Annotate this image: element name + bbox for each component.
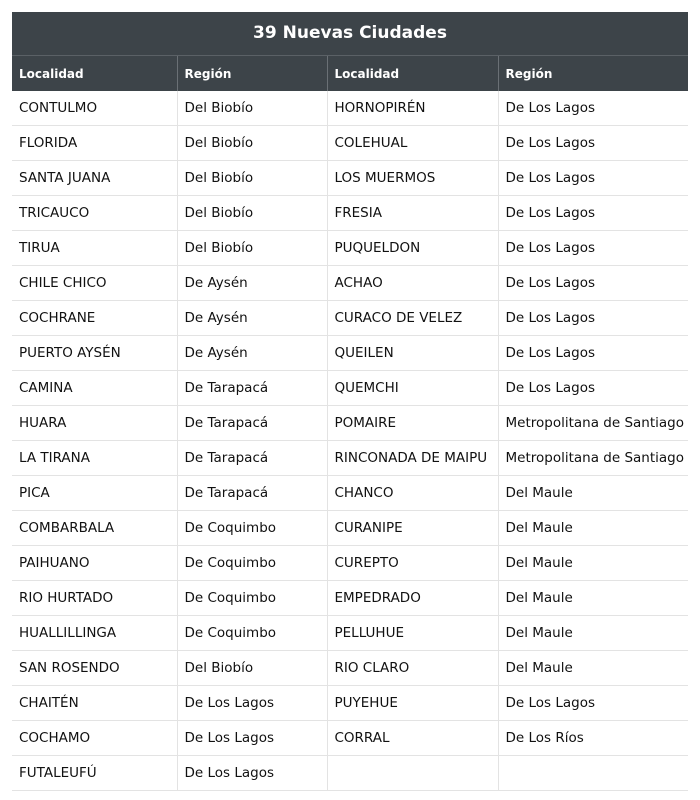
- cell-localidad-2: CURACO DE VELEZ: [327, 301, 498, 336]
- cell-localidad-1: LA TIRANA: [12, 441, 177, 476]
- cell-localidad-1: RIO HURTADO: [12, 581, 177, 616]
- cell-localidad-2: PELLUHUE: [327, 616, 498, 651]
- cell-localidad-1: CHILE CHICO: [12, 266, 177, 301]
- cell-region-2: De Los Lagos: [498, 686, 688, 721]
- cell-localidad-2: FRESIA: [327, 196, 498, 231]
- cell-localidad-2: QUEILEN: [327, 336, 498, 371]
- table-row: [12, 266, 688, 301]
- cell-region-2: Del Maule: [498, 616, 688, 651]
- cell-localidad-2: COLEHUAL: [327, 126, 498, 161]
- cell-region-1: De Aysén: [177, 336, 327, 371]
- cell-region-1: De Coquimbo: [177, 581, 327, 616]
- cell-region-1: De Tarapacá: [177, 476, 327, 511]
- table-row: [12, 441, 688, 476]
- cell-region-2: Del Maule: [498, 546, 688, 581]
- cell-localidad-1: CHAITÉN: [12, 686, 177, 721]
- cell-region-1: De Aysén: [177, 266, 327, 301]
- cell-region-1: De Tarapacá: [177, 406, 327, 441]
- cell-region-1: De Los Lagos: [177, 686, 327, 721]
- cell-localidad-2: HORNOPIRÉN: [327, 91, 498, 126]
- table-row: [12, 126, 688, 161]
- cell-localidad-2: CUREPTO: [327, 546, 498, 581]
- cell-localidad-2: PUQUELDON: [327, 231, 498, 266]
- cell-region-2: De Los Lagos: [498, 266, 688, 301]
- table-row: [12, 336, 688, 371]
- cell-region-1: Del Biobío: [177, 91, 327, 126]
- table-row: [12, 371, 688, 406]
- cell-localidad-2: POMAIRE: [327, 406, 498, 441]
- cities-table: [12, 56, 688, 791]
- cell-localidad-1: HUALLILLINGA: [12, 616, 177, 651]
- cell-localidad-2: QUEMCHI: [327, 371, 498, 406]
- cell-region-2: Metropolitana de Santiago: [498, 441, 688, 476]
- cell-region-1: De Los Lagos: [177, 756, 327, 791]
- cell-region-2: De Los Lagos: [498, 91, 688, 126]
- cell-localidad-1: COCHAMO: [12, 721, 177, 756]
- cell-region-1: De Tarapacá: [177, 441, 327, 476]
- table-row: [12, 91, 688, 126]
- table-row: [12, 161, 688, 196]
- table-body: [12, 91, 688, 791]
- table-row: [12, 686, 688, 721]
- table-row: [12, 581, 688, 616]
- cell-localidad-1: COCHRANE: [12, 301, 177, 336]
- header-region-1: Región: [177, 56, 327, 91]
- cell-localidad-1: HUARA: [12, 406, 177, 441]
- cell-localidad-2: EMPEDRADO: [327, 581, 498, 616]
- cell-region-2: [498, 756, 688, 791]
- cell-region-2: De Los Lagos: [498, 231, 688, 266]
- cell-region-2: Del Maule: [498, 476, 688, 511]
- table-row: [12, 231, 688, 266]
- cell-localidad-1: TRICAUCO: [12, 196, 177, 231]
- cell-localidad-2: RIO CLARO: [327, 651, 498, 686]
- cell-localidad-2: LOS MUERMOS: [327, 161, 498, 196]
- cell-localidad-2: PUYEHUE: [327, 686, 498, 721]
- cell-region-2: De Los Lagos: [498, 371, 688, 406]
- cell-localidad-2: [327, 756, 498, 791]
- cell-region-2: De Los Lagos: [498, 161, 688, 196]
- cell-localidad-2: CURANIPE: [327, 511, 498, 546]
- cell-region-1: De Coquimbo: [177, 511, 327, 546]
- cell-localidad-1: FUTALEUFÚ: [12, 756, 177, 791]
- cell-localidad-1: TIRUA: [12, 231, 177, 266]
- cell-localidad-1: PAIHUANO: [12, 546, 177, 581]
- table-row: [12, 196, 688, 231]
- cell-region-2: De Los Lagos: [498, 336, 688, 371]
- cell-localidad-1: PUERTO AYSÉN: [12, 336, 177, 371]
- table-row: [12, 721, 688, 756]
- cell-region-2: De Los Ríos: [498, 721, 688, 756]
- header-localidad-1: Localidad: [12, 56, 177, 91]
- cell-region-2: De Los Lagos: [498, 126, 688, 161]
- cities-table-container: [12, 12, 688, 791]
- cell-region-1: De Coquimbo: [177, 616, 327, 651]
- table-row: [12, 406, 688, 441]
- cell-localidad-2: CORRAL: [327, 721, 498, 756]
- cell-localidad-1: CONTULMO: [12, 91, 177, 126]
- cell-region-2: Del Maule: [498, 651, 688, 686]
- cell-region-1: De Aysén: [177, 301, 327, 336]
- cell-region-2: Metropolitana de Santiago: [498, 406, 688, 441]
- cell-region-1: Del Biobío: [177, 196, 327, 231]
- table-row: [12, 546, 688, 581]
- cell-localidad-2: ACHAO: [327, 266, 498, 301]
- cell-localidad-1: CAMINA: [12, 371, 177, 406]
- cell-localidad-1: FLORIDA: [12, 126, 177, 161]
- cell-region-1: De Coquimbo: [177, 546, 327, 581]
- cell-region-1: Del Biobío: [177, 161, 327, 196]
- table-row: [12, 651, 688, 686]
- table-title: 39 Nuevas Ciudades: [12, 12, 688, 56]
- cell-localidad-1: COMBARBALA: [12, 511, 177, 546]
- cell-localidad-1: PICA: [12, 476, 177, 511]
- cell-region-2: De Los Lagos: [498, 301, 688, 336]
- cell-region-2: Del Maule: [498, 581, 688, 616]
- table-row: [12, 616, 688, 651]
- header-row: [12, 56, 688, 91]
- cell-localidad-2: RINCONADA DE MAIPU: [327, 441, 498, 476]
- cell-localidad-2: CHANCO: [327, 476, 498, 511]
- header-region-2: Región: [498, 56, 688, 91]
- cell-region-1: De Tarapacá: [177, 371, 327, 406]
- table-row: [12, 511, 688, 546]
- header-localidad-2: Localidad: [327, 56, 498, 91]
- table-row: [12, 301, 688, 336]
- cell-localidad-1: SAN ROSENDO: [12, 651, 177, 686]
- cell-localidad-1: SANTA JUANA: [12, 161, 177, 196]
- cell-region-2: De Los Lagos: [498, 196, 688, 231]
- cell-region-1: De Los Lagos: [177, 721, 327, 756]
- table-row: [12, 476, 688, 511]
- cell-region-1: Del Biobío: [177, 231, 327, 266]
- cell-region-1: Del Biobío: [177, 651, 327, 686]
- cell-region-1: Del Biobío: [177, 126, 327, 161]
- cell-region-2: Del Maule: [498, 511, 688, 546]
- table-row: [12, 756, 688, 791]
